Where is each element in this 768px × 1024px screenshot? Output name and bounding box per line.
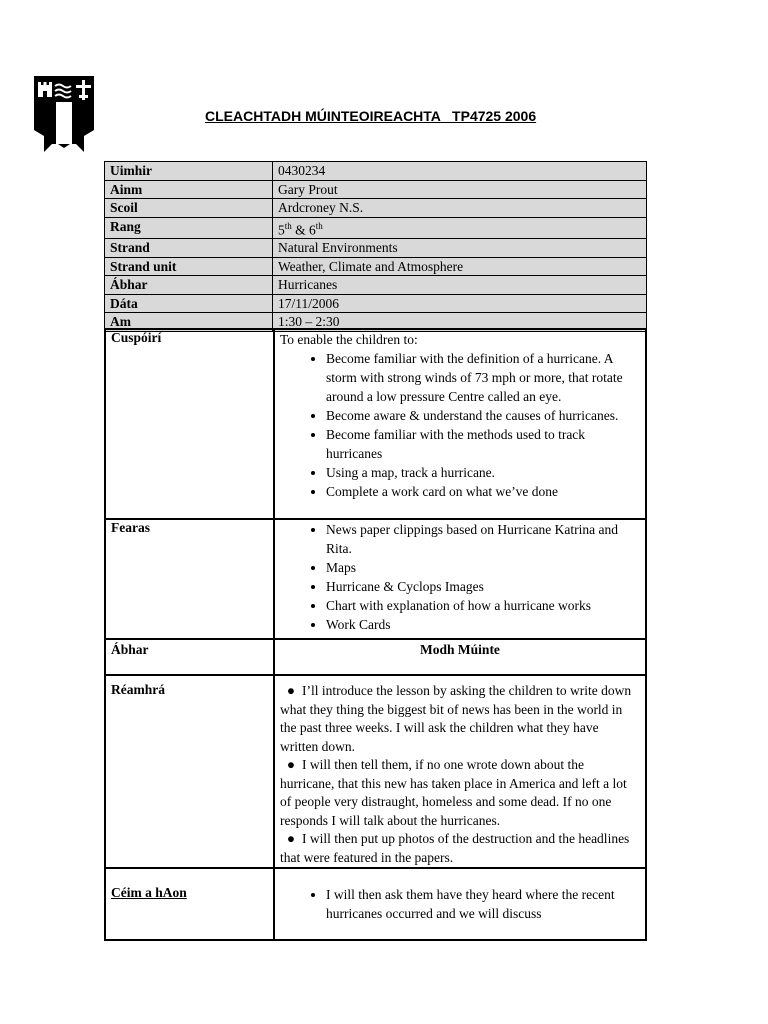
info-row (105, 257, 647, 276)
info-row (105, 276, 647, 295)
step-one-label-text: Céim a hAon (111, 885, 187, 900)
paragraph-text: I will then tell them, if no one wrote down about the hurricane, that this new has taken place in America and left a lot of people very distraught, homeless and some dead. If no one responds I will talk about the hurricanes. (280, 757, 627, 828)
introduction-paragraph (280, 682, 640, 756)
list-item: • Work Cards (326, 615, 640, 634)
info-row (105, 294, 647, 313)
info-label: Rang (105, 217, 273, 239)
content-label: Ábhar (105, 639, 274, 675)
lesson-info-table (104, 161, 647, 332)
bullet-icon: ● (286, 831, 296, 846)
introduction-row (105, 675, 646, 868)
objectives-list (280, 349, 640, 501)
info-row (105, 239, 647, 258)
info-label: Ábhar (105, 276, 273, 295)
info-label: Strand (105, 239, 273, 258)
info-label: Strand unit (105, 257, 273, 276)
list-item: • Hurricane & Cyclops Images (326, 577, 640, 596)
class-suffix-b: th (315, 220, 323, 231)
info-value: Weather, Climate and Atmosphere (273, 257, 647, 276)
introduction-cell (274, 675, 646, 868)
college-crest-logo (30, 72, 98, 152)
info-value: 1:30 – 2:30 (273, 313, 647, 332)
introduction-paragraph (280, 830, 640, 867)
info-label: Ainm (105, 180, 273, 199)
info-label: Am (105, 313, 273, 332)
info-row (105, 217, 647, 239)
info-value-class (273, 217, 647, 239)
info-label: Dáta (105, 294, 273, 313)
list-item: • Chart with explanation of how a hurricane works (326, 596, 640, 615)
equipment-list (280, 520, 640, 634)
class-number-b: & 6 (291, 222, 316, 237)
info-label: Uimhir (105, 162, 273, 181)
list-item: • News paper clippings based on Hurricane Katrina and Rita. (326, 520, 640, 558)
introduction-paragraph (280, 756, 640, 830)
step-one-list (280, 885, 640, 923)
document-title: CLEACHTADH MÚINTEOIREACHTA TP4725 2006 (205, 108, 537, 124)
objectives-cell (274, 329, 646, 519)
class-suffix-a: th (284, 220, 292, 231)
bullet-icon: ● (286, 683, 296, 698)
paragraph-text: I will then put up photos of the destruction and the headlines that were featured in the papers. (280, 831, 630, 865)
objectives-intro: To enable the children to: (280, 332, 418, 347)
objectives-row (105, 329, 646, 519)
info-row (105, 162, 647, 181)
step-one-cell (274, 868, 646, 940)
info-value: Hurricanes (273, 276, 647, 295)
info-value: Natural Environments (273, 239, 647, 258)
list-item: • Become familiar with the methods used to track hurricanes (326, 425, 640, 463)
list-item: • Become familiar with the definition of a hurricane. A storm with strong winds of 73 mph or more, that rotate around a low pressure Centre called an eye. (326, 349, 640, 406)
lesson-plan-table (104, 328, 647, 941)
class-number-a: 5 (278, 222, 285, 237)
info-row (105, 199, 647, 218)
info-label: Scoil (105, 199, 273, 218)
list-item: • I will then ask them have they heard where the recent hurricanes occurred and we will discuss (326, 885, 640, 923)
introduction-label: Réamhrá (105, 675, 274, 868)
info-value: Gary Prout (273, 180, 647, 199)
info-value: 17/11/2006 (273, 294, 647, 313)
bullet-icon: ● (286, 757, 296, 772)
equipment-label: Fearas (105, 519, 274, 639)
objectives-label: Cuspóirí (105, 329, 274, 519)
equipment-cell (274, 519, 646, 639)
equipment-row (105, 519, 646, 639)
list-item: • Maps (326, 558, 640, 577)
info-row (105, 180, 647, 199)
step-one-row (105, 868, 646, 940)
list-item: • Complete a work card on what we’ve done (326, 482, 640, 501)
list-item: • Using a map, track a hurricane. (326, 463, 640, 482)
info-value: 0430234 (273, 162, 647, 181)
teaching-method-heading: Modh Múinte (274, 639, 646, 675)
step-one-label (105, 868, 274, 940)
info-value: Ardcroney N.S. (273, 199, 647, 218)
paragraph-text: I’ll introduce the lesson by asking the children to write down what they thing the biggest bit of news has been in the world in the past three weeks. I will ask the children what they have written down. (280, 683, 632, 754)
list-item: • Become aware & understand the causes of hurricanes. (326, 406, 640, 425)
content-method-row (105, 639, 646, 675)
